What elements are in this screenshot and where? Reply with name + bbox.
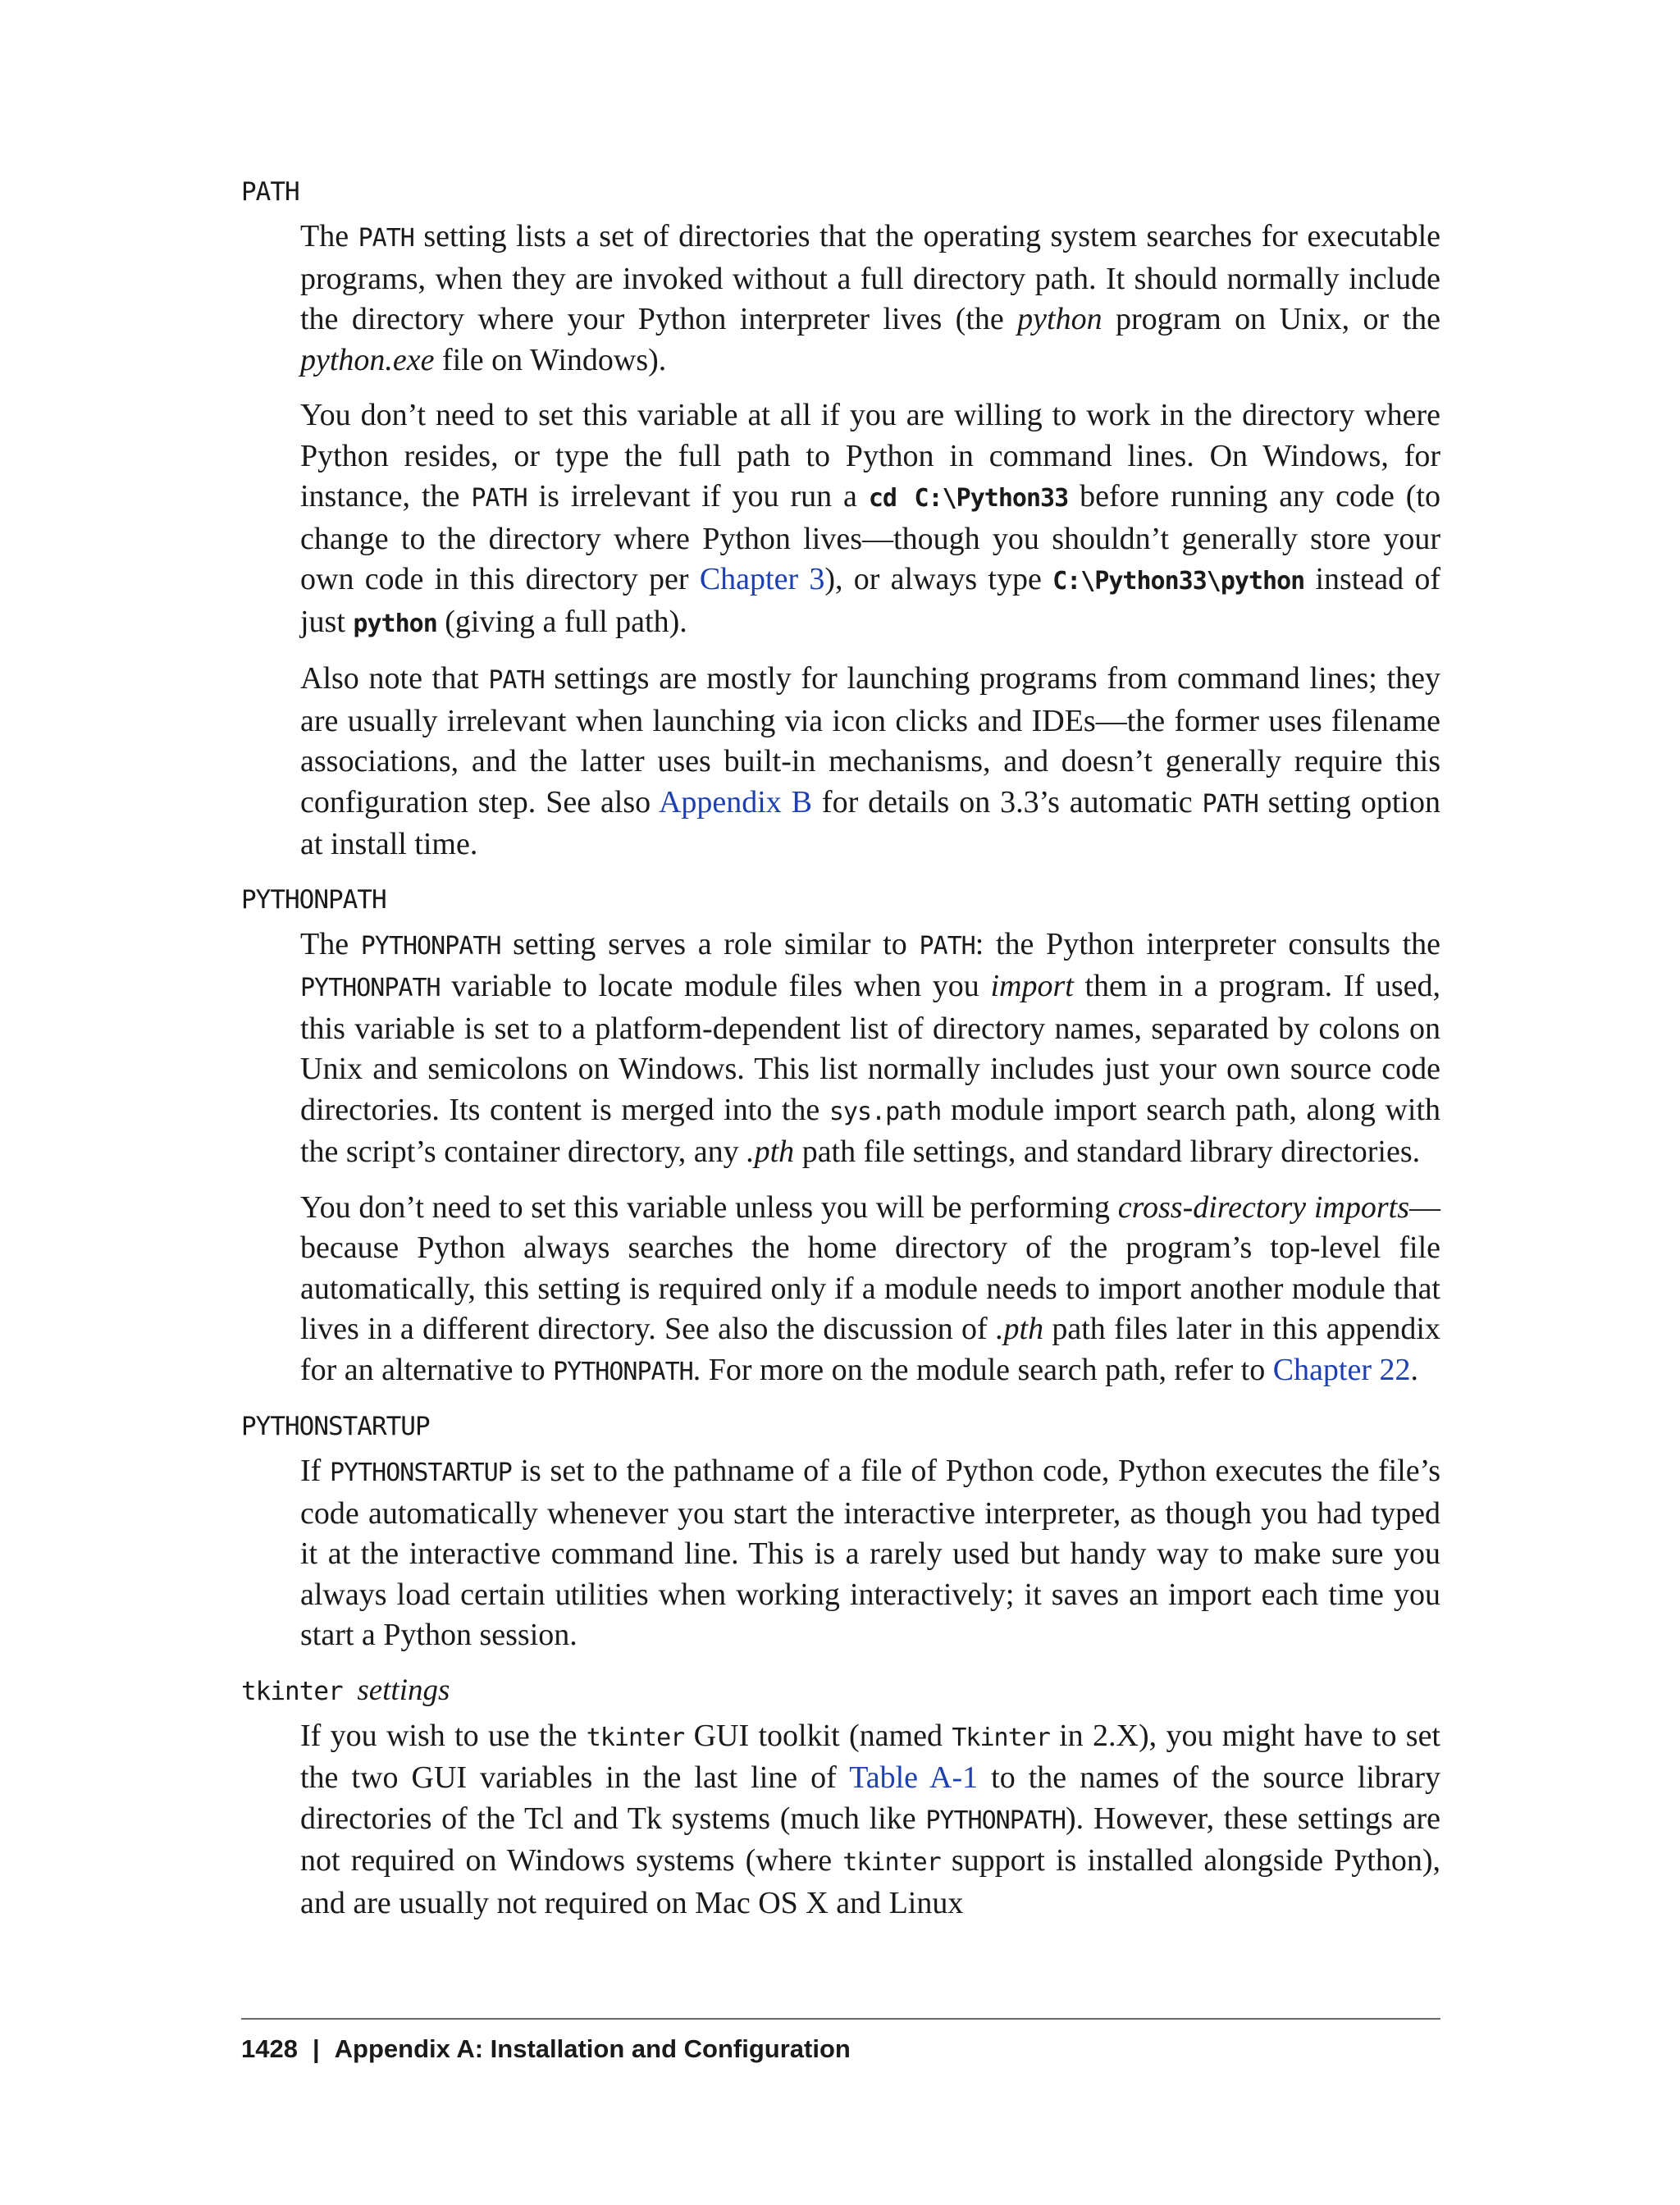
footer-separator: | <box>312 2034 320 2063</box>
text-run: GUI toolkit (named <box>684 1718 952 1753</box>
text-run: for details on 3.3’s automatic <box>812 784 1203 819</box>
inline-code: Tkinter <box>952 1723 1050 1752</box>
inline-code: PATH <box>471 484 527 513</box>
cross-reference-link[interactable]: Appendix B <box>658 784 813 819</box>
inline-code: sys.path <box>829 1097 942 1126</box>
text-run: file on Windows). <box>434 342 667 377</box>
inline-code: tkinter <box>586 1723 685 1752</box>
definition-term <box>241 1671 1440 1711</box>
italic-text: .pth <box>996 1312 1044 1346</box>
text-run: . <box>1410 1352 1419 1387</box>
text-run: settings are mostly for launching programs from command lines; they are usually irrelevant when launching via icon clicks and IDEs—the former uses filename associations, and the latter uses built-in mechanisms, and doesn’t generally require this configuration step. See also <box>300 661 1440 819</box>
cross-reference-link[interactable]: Table A-1 <box>849 1760 979 1795</box>
inline-code: PYTHONPATH <box>360 931 501 961</box>
term-name: tkinter <box>241 1676 343 1706</box>
inline-code: PYTHONPATH <box>925 1806 1066 1835</box>
text-run: variable to locate module files when you <box>440 969 991 1003</box>
definition-paragraph <box>300 659 1440 865</box>
inline-code-bold: python <box>353 609 437 638</box>
footer-section-title: Appendix A: Installation and Configuration <box>334 2034 851 2063</box>
text-run: instead of just <box>300 562 1441 639</box>
page-footer <box>241 2018 1440 2064</box>
text-run: is irrelevant if you run a <box>527 479 869 514</box>
inline-code-bold: cd C:\Python33 <box>868 484 1069 513</box>
definition-paragraph <box>300 1451 1440 1656</box>
text-run: is set to the pathname of a file of Python code, Python executes the file’s code automatically whenever you start the interactive interpreter, as though you had typed it at the interactive command line. This is a rarely used but handy way to make sure you always load certain utilities when working interactively; it saves an import each time you start a Python session. <box>300 1454 1440 1652</box>
cross-reference-link[interactable]: Chapter 22 <box>1272 1352 1411 1387</box>
term-name: PATH <box>241 177 299 207</box>
text-run: setting serves a role similar to <box>500 926 920 961</box>
text-run: The <box>300 219 358 253</box>
text-run: ), or always type <box>824 562 1053 596</box>
text-run: . For more on the module search path, refer to <box>692 1352 1273 1387</box>
text-run: : the Python interpreter consults the <box>975 926 1440 961</box>
inline-code: PYTHONPATH <box>553 1357 693 1386</box>
text-run: If <box>300 1454 330 1488</box>
inline-code-bold: C:\Python33\python <box>1052 567 1305 596</box>
text-run: to the names of the source library directories of the Tcl and Tk systems (much like <box>300 1760 1440 1836</box>
definition-paragraph <box>300 1716 1440 1924</box>
inline-code: PATH <box>1202 789 1258 819</box>
text-run: ). However, these settings are not required on Windows systems (where <box>300 1801 1440 1878</box>
cross-reference-link[interactable]: Chapter 3 <box>699 562 825 596</box>
term-suffix: settings <box>357 1673 450 1707</box>
definition-term <box>241 1407 1440 1446</box>
text-run: The <box>300 926 361 961</box>
italic-text: cross-directory imports <box>1117 1189 1409 1225</box>
inline-code: PATH <box>358 224 414 253</box>
italic-text: python <box>1017 302 1102 336</box>
definition-term <box>241 880 1440 920</box>
text-run: path file settings, and standard library directories. <box>794 1134 1421 1169</box>
text-run: module import search path, along with the script’s container directory, any <box>300 1092 1441 1169</box>
italic-text: python.exe <box>300 342 435 377</box>
text-run: setting option at install time. <box>300 784 1440 861</box>
text-run: program on Unix, or the <box>1102 302 1440 336</box>
text-run: —because Python always searches the home directory of the program’s top-level file automatically, this setting is required only if a module needs to import another module that lives in a different directory. See also the discussion of <box>300 1189 1440 1346</box>
inline-code: PATH <box>488 666 545 695</box>
text-run: in 2.X), you might have to set the two GUI variables in the last line of <box>300 1718 1440 1795</box>
page-number: 1428 <box>241 2034 298 2063</box>
definition-paragraph <box>300 395 1440 644</box>
text-run: If you wish to use the <box>300 1718 587 1753</box>
text-run: Also note that <box>300 661 489 696</box>
text-run: before running any code (to change to the directory where Python lives—though you shouldn’t generally store your own code in this directory per <box>300 479 1440 596</box>
text-run: support is installed alongside Python), and are usually not required on Mac OS X and Linux <box>300 1843 1440 1920</box>
inline-code: tkinter <box>842 1848 941 1877</box>
text-run: You don’t need to set this variable unless you will be performing <box>300 1189 1118 1225</box>
term-name: PYTHONSTARTUP <box>241 1412 430 1441</box>
text-run: them in a program. If used, this variable is set to a platform-dependent list of directory names, separated by colons on Unix and semicolons on Windows. This list normally includes just your own source code directories. Its content is merged into the <box>300 969 1440 1127</box>
definition-paragraph <box>300 217 1440 381</box>
text-run: (giving a full path). <box>436 604 687 639</box>
definition-paragraph <box>300 924 1440 1173</box>
italic-text: .pth <box>746 1134 795 1169</box>
inline-code: PYTHONSTARTUP <box>330 1459 512 1487</box>
text-run: setting lists a set of directories that the operating system searches for executable programs, when they are invoked without a full directory path. It should normally include the directory where your Python interpreter lives (the <box>300 219 1441 336</box>
term-name: PYTHONPATH <box>241 884 386 915</box>
text-run: You don’t need to set this variable at all if you are willing to work in the directory where Python resides, or type the full path to Python in command lines. On Windows, for instance, the <box>300 398 1440 514</box>
italic-text: import <box>990 969 1074 1003</box>
text-run: path files later in this appendix for an alternative to <box>300 1312 1440 1387</box>
inline-code: PATH <box>919 931 975 961</box>
definition-term <box>241 172 1440 212</box>
page-content <box>241 172 1440 1938</box>
definition-paragraph <box>300 1188 1440 1393</box>
inline-code: PYTHONPATH <box>300 974 441 1002</box>
